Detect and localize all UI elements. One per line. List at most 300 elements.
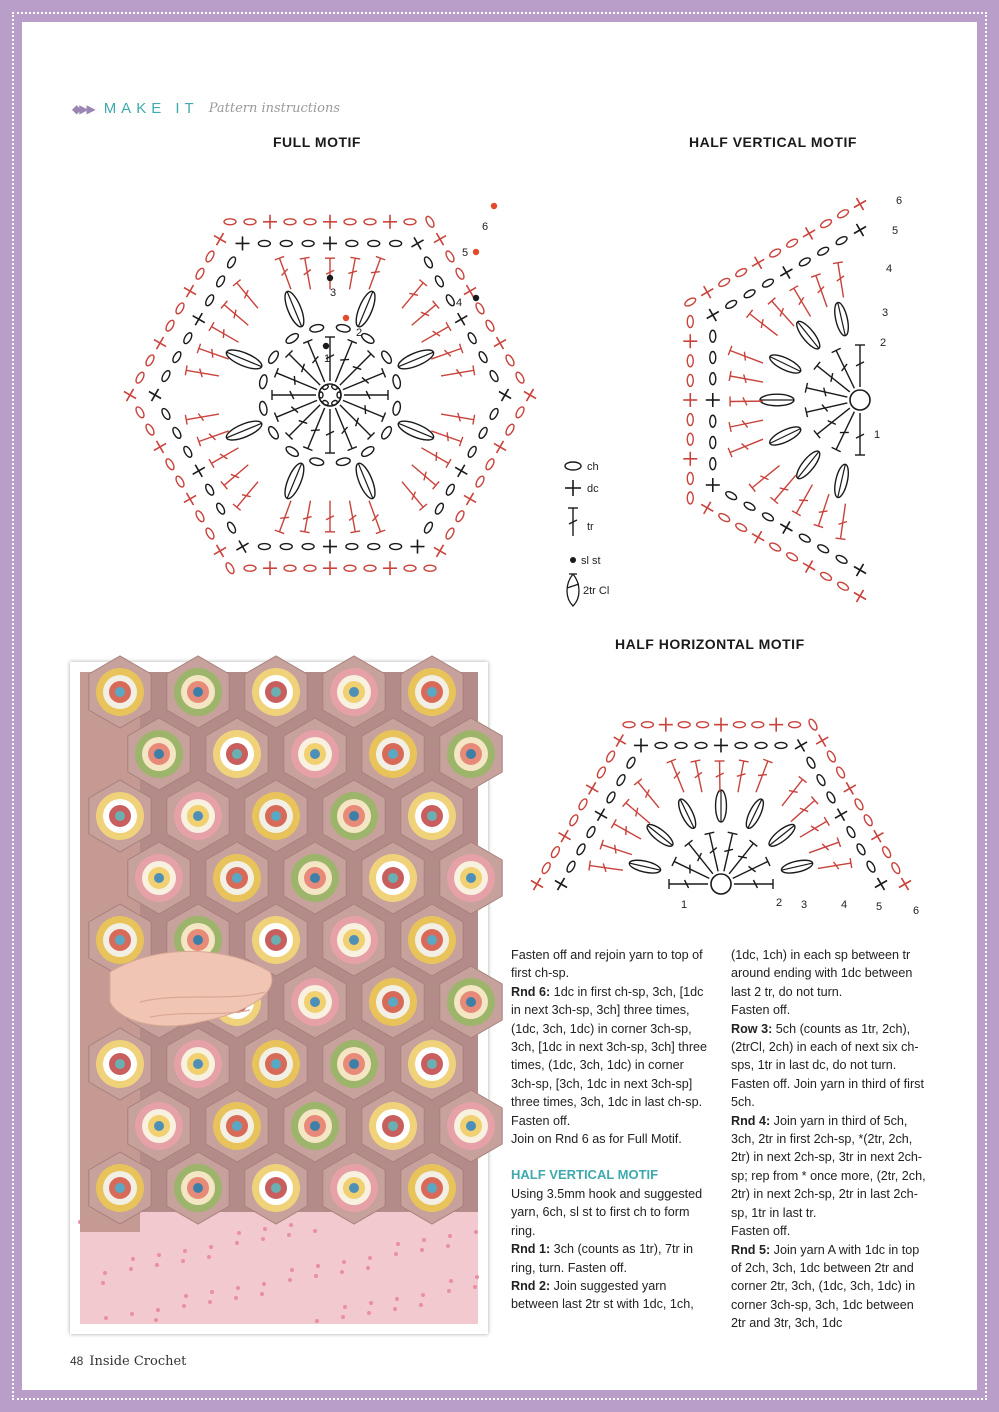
tr-stitch	[749, 466, 779, 492]
motif-center	[466, 997, 476, 1007]
slst-marker	[473, 295, 479, 301]
motif-center	[388, 997, 398, 1007]
dc-stitch	[777, 518, 796, 537]
chain-stitch	[697, 722, 709, 728]
skirt-dot	[367, 1311, 371, 1315]
tr-stitch	[792, 485, 812, 516]
tr-stitch	[809, 837, 841, 852]
motif-center	[271, 935, 281, 945]
chain-stitch	[454, 267, 465, 280]
chain-stitch	[605, 791, 616, 804]
chain-stitch	[816, 543, 829, 554]
dc-stitch	[263, 215, 277, 229]
tr-stitch	[275, 368, 318, 389]
round-number: 2	[356, 327, 363, 339]
skirt-dot	[207, 1255, 211, 1259]
chain-stitch	[134, 406, 145, 419]
tr-stitch	[185, 365, 219, 377]
chain-stitch	[798, 256, 811, 267]
chain-stitch	[655, 742, 667, 748]
dc-stitch	[210, 230, 229, 249]
chain-stitch	[445, 483, 456, 496]
skirt-dot	[236, 1286, 240, 1290]
skirt-dot	[290, 1268, 294, 1272]
chain-stitch	[380, 425, 394, 441]
tr-stitch	[737, 760, 749, 792]
chain-stitch	[675, 742, 687, 748]
round-number: 3	[801, 899, 808, 911]
dc-stitch	[749, 253, 768, 272]
tr-stitch	[691, 760, 702, 792]
chain-stitch	[734, 267, 747, 278]
chain-stitch	[368, 544, 380, 550]
tr-stitch	[303, 340, 324, 383]
tr-stitch	[600, 840, 632, 855]
round-number: 4	[456, 297, 463, 309]
tr-stitch	[836, 504, 847, 540]
skirt-dot	[260, 1292, 264, 1296]
chain-stitch	[204, 527, 215, 540]
skirt-dot	[209, 1245, 213, 1249]
skirt-dot	[208, 1300, 212, 1304]
chain-stitch	[336, 324, 351, 334]
tr-stitch	[343, 368, 386, 389]
chain-stitch	[267, 425, 281, 441]
tr-stitch	[729, 371, 763, 383]
chain-stitch	[171, 350, 182, 363]
chain-stitch	[258, 240, 270, 246]
chain-stitch	[568, 814, 579, 827]
instruction-text: Fasten off.	[511, 1113, 571, 1128]
chain-stitch	[284, 219, 296, 225]
chain-stitch	[816, 246, 829, 257]
slst-marker	[323, 343, 329, 349]
chain-stitch	[194, 267, 205, 280]
tr-stitch	[300, 501, 312, 533]
tr-stitch	[275, 400, 318, 421]
half-vertical-motif-title: HALF VERTICAL MOTIF	[689, 134, 857, 150]
chain-stitch	[514, 371, 525, 384]
chain-stitch	[596, 766, 607, 779]
chain-stitch	[815, 773, 826, 786]
round-number: 1	[681, 899, 688, 911]
dc-stitch	[706, 478, 720, 492]
chain-stitch	[319, 392, 323, 398]
stitch-key	[557, 452, 677, 612]
tr-stitch	[431, 344, 463, 359]
chain-stitch	[259, 374, 269, 389]
chain-stitch	[344, 219, 356, 225]
chain-stitch	[304, 219, 316, 225]
chain-stitch	[865, 860, 876, 873]
chain-stitch	[687, 472, 693, 484]
round-number: 5	[892, 225, 899, 237]
dc-stitch	[800, 224, 819, 243]
chain-stitch	[478, 350, 489, 363]
instruction-paragraph	[511, 1112, 711, 1130]
chain-stitch	[226, 521, 237, 534]
tr-stitch	[667, 759, 684, 792]
round-label: Row 3:	[731, 1021, 773, 1036]
motif-center	[349, 935, 359, 945]
tr-stitch	[209, 448, 239, 468]
chain-stitch	[182, 445, 193, 458]
skirt-dot	[343, 1305, 347, 1309]
dc-stitch	[189, 310, 208, 329]
skirt-dot	[261, 1237, 265, 1241]
skirt-dot	[157, 1253, 161, 1257]
dc-stitch	[659, 718, 673, 732]
skirt-dot	[341, 1315, 345, 1319]
chain-stitch	[267, 349, 281, 365]
dc-stitch	[610, 731, 629, 750]
tr-stitch	[412, 465, 439, 489]
chain-stitch	[444, 527, 455, 540]
instruction-paragraph	[731, 1222, 931, 1240]
chain-stitch	[424, 215, 435, 228]
skirt-dot	[396, 1242, 400, 1246]
chain-stitch	[863, 814, 874, 827]
chain-stitch	[733, 722, 745, 728]
instruction-paragraph	[731, 1112, 931, 1222]
chain-stitch	[467, 331, 478, 344]
dc-stitch	[831, 805, 850, 824]
skirt-dot	[129, 1267, 133, 1271]
slst-marker	[473, 249, 479, 255]
chain-stitch	[368, 240, 380, 246]
tr-stitch	[325, 258, 335, 289]
chain-stitch	[392, 374, 402, 389]
instruction-paragraph	[511, 946, 711, 983]
skirt-dot	[448, 1234, 452, 1238]
tr-stitch	[275, 256, 291, 289]
chain-stitch	[743, 288, 756, 299]
motif-center	[154, 1121, 164, 1131]
chain-stitch	[836, 208, 849, 219]
chain-stitch	[718, 512, 731, 523]
skirt-dot	[475, 1275, 479, 1279]
dc-stitch	[895, 874, 914, 893]
dc-stitch	[683, 452, 697, 466]
tr-stitch	[340, 350, 375, 385]
round-number: 1	[874, 429, 881, 441]
tr-stitch	[422, 448, 452, 468]
skirt-dot	[316, 1264, 320, 1268]
chain-stitch	[284, 332, 300, 346]
tr-stitch	[285, 350, 320, 385]
tr-stitch	[782, 776, 807, 806]
chain-stitch	[390, 544, 402, 550]
chain-stitch	[687, 414, 693, 426]
key-label-ch: ch	[587, 461, 599, 473]
tr-stitch	[275, 501, 291, 534]
tr-stitch	[669, 879, 708, 889]
tr-stitch	[422, 322, 452, 342]
dc-stitch	[706, 393, 720, 407]
tr-stitch	[303, 408, 324, 451]
chain-stitch	[710, 437, 716, 449]
motif-center	[271, 1059, 281, 1069]
chain-stitch	[444, 250, 455, 263]
instruction-text: 5ch (counts as 1tr, 2ch), (2trCl, 2ch) in each of next six ch-sps, 1tr in last dc, do not turn. Fasten off. Join yarn in third of first 5ch.	[731, 1021, 924, 1110]
dc-stitch	[840, 779, 859, 798]
chain-stitch	[346, 240, 358, 246]
tr-stitch	[221, 465, 248, 489]
skirt-dot	[130, 1312, 134, 1316]
motif-center	[193, 811, 203, 821]
dc-stitch	[180, 489, 199, 508]
motif-center	[271, 687, 281, 697]
tr-stitch	[855, 413, 865, 455]
full-motif-chart	[68, 150, 558, 590]
chain-stitch	[204, 483, 215, 496]
dc-stitch	[698, 498, 717, 517]
chain-stitch	[144, 423, 155, 436]
motif-center	[193, 1183, 203, 1193]
chain-stitch	[565, 860, 576, 873]
chain-stitch	[364, 219, 376, 225]
chain-stitch	[785, 238, 798, 249]
motif-center	[310, 873, 320, 883]
dc-stitch	[703, 305, 722, 324]
section-title: MAKE IT	[103, 100, 199, 117]
chain-stitch	[504, 423, 515, 436]
dc-stitch	[551, 874, 570, 893]
instruction-paragraph	[511, 1185, 711, 1240]
chain-stitch	[768, 541, 781, 552]
dc-stitch	[263, 561, 277, 575]
motif-center	[466, 1121, 476, 1131]
instruction-text: Fasten off.	[731, 1003, 791, 1018]
skirt-dot	[368, 1256, 372, 1260]
tr-stitch	[789, 286, 810, 317]
skirt-dot	[182, 1304, 186, 1308]
skirt-dot	[314, 1274, 318, 1278]
dc-stitch	[233, 537, 252, 556]
half-horizontal-motif-title: HALF HORIZONTAL MOTIF	[615, 636, 805, 652]
chain-stitch	[160, 407, 171, 420]
chain-stitch	[890, 861, 901, 874]
chain-stitch	[775, 742, 787, 748]
dc-stitch	[180, 282, 199, 301]
slst-marker	[343, 315, 349, 321]
chain-stitch	[881, 845, 892, 858]
dc-stitch	[323, 215, 337, 229]
chain-symbol	[565, 462, 581, 470]
skirt-dot	[313, 1229, 317, 1233]
tr-stitch	[325, 501, 335, 532]
chain-stitch	[577, 798, 588, 811]
motif-center	[115, 935, 125, 945]
motif-center	[232, 1121, 242, 1131]
tr-stitch	[747, 310, 778, 336]
chain-stitch	[144, 354, 155, 367]
dc-stitch	[555, 827, 574, 846]
chain-stitch	[826, 750, 837, 763]
tr-stitch	[325, 409, 335, 453]
chain-stitch	[484, 458, 495, 471]
dc-stitch	[120, 385, 139, 404]
chain-stitch	[684, 296, 697, 307]
skirt-dot	[395, 1297, 399, 1301]
tr-stitch	[734, 879, 773, 889]
chain-stitch	[550, 845, 561, 858]
chain-stitch	[215, 275, 226, 288]
tr-stitch	[185, 413, 219, 424]
motif-center	[232, 873, 242, 883]
skirt-dot	[366, 1266, 370, 1270]
chain-stitch	[514, 406, 525, 419]
chain-stitch	[194, 510, 205, 523]
tr-stitch	[855, 345, 865, 387]
tr-stitch	[730, 397, 763, 407]
chain-stitch	[322, 400, 329, 406]
chain-stitch	[258, 544, 270, 550]
chain-stitch	[484, 319, 495, 332]
dc-stitch	[490, 437, 509, 456]
dc-stitch	[323, 540, 337, 554]
chain-stitch	[488, 407, 499, 420]
dc-stitch	[452, 461, 471, 480]
dc-stitch	[769, 718, 783, 732]
dc-stitch	[323, 561, 337, 575]
instruction-text: Join yarn in third of 5ch, 3ch, 2tr in first 2ch-sp, *(2tr, 2ch, 2tr) in next 2ch-sp, 3tr in next 2ch-sp; rep from * once more, (2tr, 2ch, 2tr) in next 2ch-sp, 2tr in last 2ch-sp, 1tr in last tr.	[731, 1113, 926, 1220]
instruction-text: Join on Rnd 6 as for Full Motif.	[511, 1132, 682, 1147]
motif-center	[193, 687, 203, 697]
chain-stitch	[710, 458, 716, 470]
chain-stitch	[615, 773, 626, 786]
ring-center	[850, 390, 870, 410]
instruction-text: (1dc, 1ch) in each sp between tr around ending with 1dc between last 2 tr, do not turn.	[731, 948, 913, 999]
chain-stitch	[724, 490, 737, 501]
chain-stitch	[687, 374, 693, 386]
motif-center	[427, 1183, 437, 1193]
instruction-paragraph	[731, 1020, 931, 1112]
motif-center	[115, 1059, 125, 1069]
dc-stitch	[777, 263, 796, 282]
tr-stitch	[335, 340, 356, 383]
chain-stitch	[164, 458, 175, 471]
chain-stitch	[710, 330, 716, 342]
instruction-paragraph	[511, 983, 711, 1112]
magazine-name: Inside Crochet	[89, 1354, 187, 1369]
dc-stitch	[150, 437, 169, 456]
tr-stitch	[800, 817, 829, 837]
round-label: Rnd 1:	[511, 1242, 551, 1257]
key-label-dc: dc	[587, 483, 599, 495]
chain-stitch	[623, 722, 635, 728]
dc-stitch	[236, 236, 250, 250]
chain-stitch	[336, 457, 351, 467]
round-number: 2	[880, 337, 887, 349]
skirt-dot	[446, 1244, 450, 1248]
dc-stitch	[189, 461, 208, 480]
skirt-dot	[103, 1271, 107, 1275]
motif-center	[349, 1183, 359, 1193]
round-number: 5	[876, 901, 883, 913]
chain-stitch	[819, 571, 832, 582]
chain-stitch	[752, 722, 764, 728]
round-number: 2	[776, 897, 783, 909]
half-vertical-motif-heading: HALF VERTICAL MOTIF	[511, 1167, 659, 1183]
chain-stitch	[404, 219, 416, 225]
instruction-text: 3ch (counts as 1tr), 7tr in ring, turn. Fasten off.	[511, 1242, 693, 1275]
skirt-dot	[447, 1289, 451, 1293]
chain-stitch	[488, 369, 499, 382]
skirt-dot	[473, 1285, 477, 1289]
round-number: 1	[324, 353, 331, 365]
tr-stitch	[197, 431, 229, 446]
round-number: 6	[482, 221, 489, 233]
dc-stitch	[868, 827, 887, 846]
chain-stitch	[474, 302, 485, 315]
dc-stitch	[714, 718, 728, 732]
round-label: Rnd 5:	[731, 1242, 771, 1257]
chain-stitch	[687, 316, 693, 328]
instruction-paragraph	[511, 1240, 711, 1277]
round-number: 6	[896, 195, 903, 207]
dc-stitch	[411, 540, 425, 554]
sweater-photo-image	[80, 672, 478, 1324]
instruction-paragraph	[511, 1277, 711, 1314]
skirt-dot	[237, 1231, 241, 1235]
chain-stitch	[331, 384, 338, 390]
round-label: Rnd 4:	[731, 1113, 771, 1128]
instruction-text: Using 3.5mm hook and suggested yarn, 6ch, sl st to first ch to form ring.	[511, 1186, 703, 1238]
skirt-dot	[419, 1303, 423, 1307]
motif-center	[271, 1183, 281, 1193]
chain-stitch	[474, 475, 485, 488]
motif-center	[271, 811, 281, 821]
chain-stitch	[541, 861, 552, 874]
dc-stitch	[850, 194, 869, 213]
chain-stitch	[724, 299, 737, 310]
dc-stitch	[871, 874, 890, 893]
motif-center	[115, 687, 125, 697]
dc-stitch	[452, 310, 471, 329]
chain-stitch	[164, 319, 175, 332]
chain-stitch	[434, 502, 445, 515]
skirt-dot	[288, 1278, 292, 1282]
tr-stitch	[729, 420, 763, 432]
round-number: 4	[886, 263, 893, 275]
tr-stitch	[221, 301, 248, 325]
chain-stitch	[687, 433, 693, 445]
instructions-column-2	[731, 946, 931, 1333]
motif-center	[232, 749, 242, 759]
chain-stitch	[344, 565, 356, 571]
skirt-dot	[393, 1307, 397, 1311]
dc-stitch	[591, 805, 610, 824]
dc-stitch	[527, 874, 546, 893]
round-number: 5	[462, 247, 469, 259]
chain-stitch	[835, 554, 848, 565]
tr-stitch	[832, 412, 855, 452]
motif-center	[115, 811, 125, 821]
tr-stitch	[343, 400, 386, 421]
tr-stitch	[285, 405, 320, 440]
chain-stitch	[423, 521, 434, 534]
chain-stitch	[687, 355, 693, 367]
chain-stitch	[835, 766, 846, 779]
skirt-dot	[155, 1263, 159, 1267]
chain-stitch	[204, 294, 215, 307]
motif-center	[193, 1059, 203, 1069]
section-header	[72, 100, 340, 117]
chain-stitch	[789, 722, 801, 728]
dc-stitch	[490, 333, 509, 352]
skirt-dot	[184, 1294, 188, 1298]
